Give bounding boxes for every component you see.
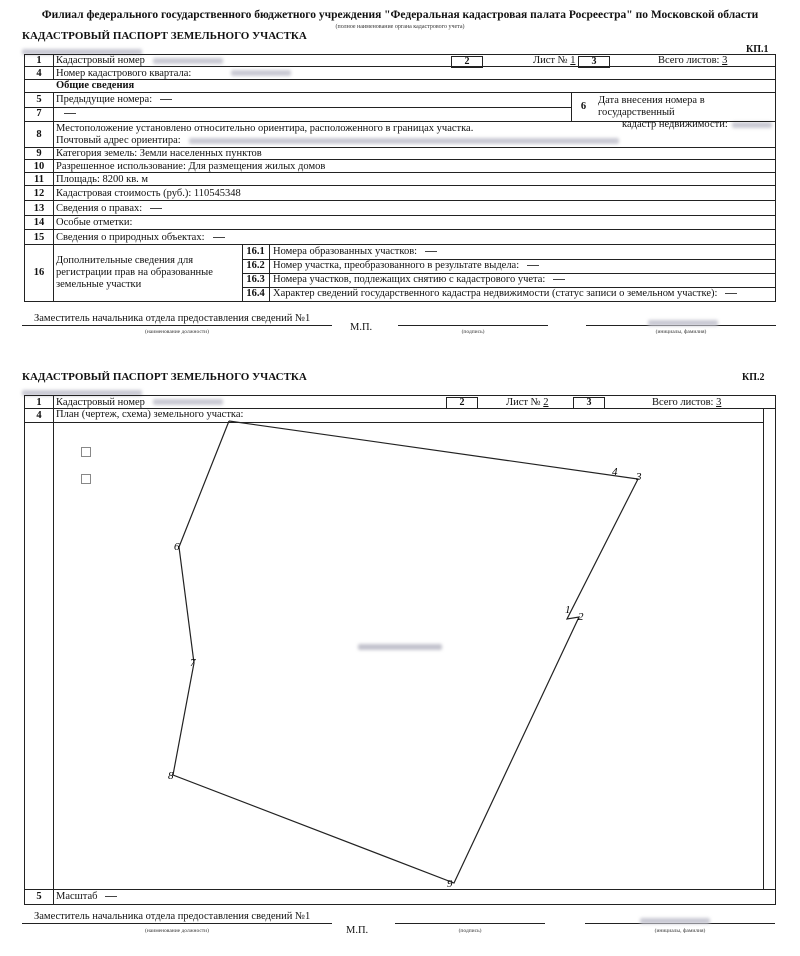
- natural: Сведения о природных объектах:: [56, 231, 205, 243]
- sub-text: Характер сведений государственного кадастра недвижимости (статус записи о земельном участке):: [273, 288, 718, 299]
- org-caption: (полное наименование органа кадастрового учета): [335, 24, 465, 30]
- parcel-cad-number: [358, 644, 442, 650]
- rownum: 13: [25, 201, 54, 215]
- rownum: 10: [25, 160, 54, 172]
- sig2-position: Заместитель начальника отдела предоставления сведений №1: [34, 911, 311, 922]
- total-label: Всего листов:: [658, 55, 720, 66]
- org-header: Филиал федерального государственного бюджетного учреждения "Федеральная кадастровая палата Росреестра" по Московской области: [41, 9, 759, 21]
- point-label-6: 6: [174, 541, 180, 553]
- point-label-7: 7: [190, 657, 196, 669]
- total-num: 3: [716, 396, 722, 408]
- sheet-box: 2: [446, 397, 478, 409]
- rownum: 14: [25, 216, 54, 229]
- sub-text: Номера образованных участков:: [273, 246, 418, 257]
- sig2-cap-position: (наименование должности): [145, 928, 209, 934]
- sub-num: 16.4: [242, 287, 270, 301]
- rownum: 8: [25, 122, 54, 147]
- sheet-label: Лист №: [533, 55, 568, 66]
- point-label-1: 1: [565, 604, 571, 616]
- total-num: 3: [722, 55, 728, 66]
- cost: Кадастровая стоимость (руб.): 110545348: [56, 187, 241, 199]
- sub-num: 16.3: [242, 273, 270, 287]
- postal-label: Почтовый адрес ориентира:: [56, 135, 181, 146]
- special: Особые отметки:: [56, 217, 133, 228]
- sub-num: 16.2: [242, 259, 270, 273]
- point-label-8: 8: [168, 770, 174, 782]
- total-label: Всего листов:: [652, 396, 714, 408]
- rownum: 5: [25, 93, 54, 108]
- rownum: 5: [25, 890, 54, 904]
- scale-label: Масштаб: [56, 891, 98, 902]
- rownum: 1: [25, 55, 54, 66]
- sig1-position: Заместитель начальника отдела предоставления сведений №1: [34, 313, 311, 324]
- rights: Сведения о правах:: [56, 202, 143, 214]
- sig2-cap-sign: (подпись): [458, 928, 482, 934]
- rownum: 6: [580, 101, 587, 112]
- plan-label: План (чертеж, схема) земельного участка:: [56, 409, 244, 420]
- point-label-9: 9: [447, 878, 453, 890]
- sheet1-title: КАДАСТРОВЫЙ ПАСПОРТ ЗЕМЕЛЬНОГО УЧАСТКА: [22, 30, 307, 42]
- sig1-mp: М.П.: [350, 322, 373, 333]
- point-label-4: 4: [612, 466, 618, 478]
- rownum: 7: [25, 107, 54, 121]
- cad-label: Кадастровый номер: [56, 55, 145, 66]
- sheet1-code: КП.1: [746, 44, 769, 55]
- date-label-2: кадастр недвижимости:: [622, 119, 728, 130]
- rownum: 12: [25, 186, 54, 200]
- rownum: 9: [25, 148, 54, 159]
- rownum: 11: [25, 173, 54, 185]
- location-label: Местоположение установлено относительно ориентира, расположенного в границах участка.: [56, 123, 474, 134]
- prev-label: Предыдущие номера:: [56, 94, 153, 105]
- sheet2-title: КАДАСТРОВЫЙ ПАСПОРТ ЗЕМЕЛЬНОГО УЧАСТКА: [22, 371, 307, 383]
- area: Площадь: 8200 кв. м: [56, 173, 149, 185]
- sig1-cap-name: (инициалы, фамилия): [655, 329, 707, 335]
- rownum: 4: [25, 409, 53, 423]
- sub-text: Номера участков, подлежащих снятию с кадастрового учета:: [273, 274, 546, 285]
- parcel-boundary: [173, 421, 638, 883]
- category: Категория земель: Земли населенных пунктов: [56, 148, 262, 159]
- sheet2-code: КП.2: [742, 372, 765, 383]
- sheet-num: 2: [543, 396, 549, 408]
- rownum: 15: [25, 230, 54, 244]
- sig1-cap-position: (наименование должности): [145, 329, 209, 335]
- sheet-box: 2: [451, 56, 483, 68]
- quarter-label: Номер кадастрового квартала:: [56, 67, 192, 79]
- cad-label: Кадастровый номер: [56, 396, 145, 408]
- point-label-2: 2: [578, 611, 584, 623]
- rownum: 4: [25, 67, 54, 79]
- sig1-cap-sign: (подпись): [461, 329, 485, 335]
- rownum: 1: [25, 396, 54, 408]
- sub-text: Номер участка, преобразованного в результате выдела:: [273, 260, 520, 271]
- extra-label: Дополнительные сведения для регистрации прав на образованные земельные участки: [56, 255, 213, 290]
- sheet-label: Лист №: [506, 396, 541, 408]
- total-box: 3: [578, 56, 610, 68]
- sig2-mp: М.П.: [346, 925, 369, 936]
- general-label: Общие сведения: [56, 80, 135, 91]
- sub-num: 16.1: [242, 245, 270, 259]
- total-box: 3: [573, 397, 605, 409]
- sig2-cap-name: (инициалы, фамилия): [654, 928, 706, 934]
- point-label-3: 3: [636, 471, 642, 483]
- sheet-num: 1: [570, 55, 576, 66]
- rownum: 16: [25, 245, 54, 301]
- usage: Разрешенное использование: Для размещения жилых домов: [56, 160, 326, 172]
- date-label-1: Дата внесения номера в государственный: [598, 95, 705, 118]
